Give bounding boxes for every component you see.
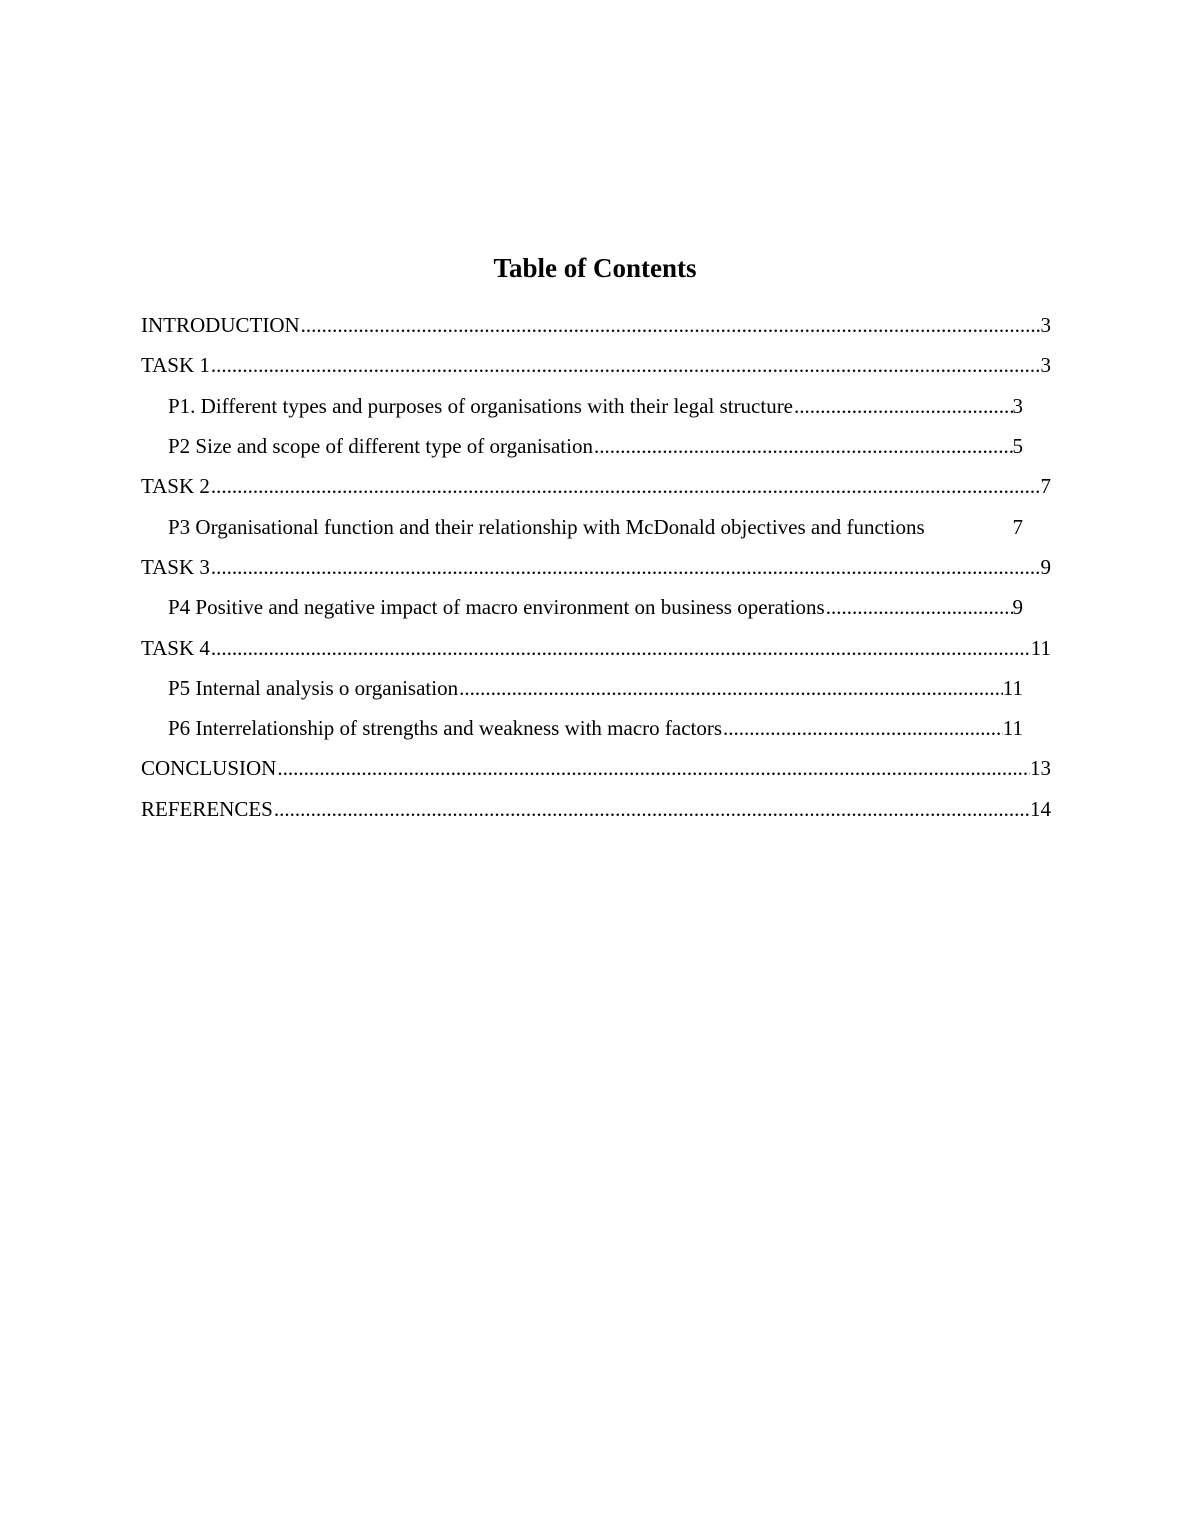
toc-page-number: 7	[1012, 514, 1023, 539]
toc-entry-label: TASK 4	[141, 635, 210, 660]
toc-dot-leader	[594, 433, 1013, 459]
toc-entry-label: P1. Different types and purposes of organisations with their legal structure	[168, 393, 794, 418]
toc-entry-introduction[interactable]	[141, 305, 1051, 345]
toc-entry-task-1[interactable]	[141, 345, 1051, 385]
toc-entry-p6[interactable]	[168, 708, 1023, 748]
toc-list	[0, 305, 1190, 829]
toc-entry-task-3[interactable]	[141, 547, 1051, 587]
toc-dot-leader	[794, 393, 1012, 419]
toc-page-number: 9	[1012, 595, 1023, 620]
toc-page-number: 7	[1040, 474, 1051, 499]
toc-entry-label: P2 Size and scope of different type of organisation	[168, 434, 593, 459]
toc-dot-leader	[274, 796, 1030, 822]
toc-entry-references[interactable]	[141, 789, 1051, 829]
toc-page-number: 3	[1040, 353, 1051, 378]
toc-entry-label: P6 Interrelationship of strengths and weakness with macro factors	[168, 716, 723, 741]
toc-dot-leader	[211, 635, 1031, 661]
toc-entry-label: CONCLUSION	[141, 756, 277, 781]
toc-entry-label: P5 Internal analysis o organisation	[168, 675, 459, 700]
toc-dot-leader	[723, 715, 1003, 741]
page-title: Table of Contents	[493, 253, 697, 283]
toc-page-number: 3	[1040, 313, 1051, 338]
toc-entry-task-4[interactable]	[141, 627, 1051, 667]
toc-page-number: 5	[1012, 434, 1023, 459]
toc-entry-label: P3 Organisational function and their relationship with McDonald objectives and functions	[168, 514, 925, 539]
toc-page-number: 3	[1012, 393, 1023, 418]
toc-entry-p2[interactable]	[168, 426, 1023, 466]
toc-dot-leader	[211, 473, 1041, 499]
toc-page-number: 11	[1030, 635, 1051, 660]
toc-page-number: 9	[1040, 554, 1051, 579]
toc-entry-label: INTRODUCTION	[141, 313, 300, 338]
toc-dot-leader	[277, 755, 1030, 781]
toc-page-number: 14	[1030, 796, 1051, 821]
toc-dot-leader	[459, 675, 1003, 701]
toc-entry-p1[interactable]	[168, 386, 1023, 426]
toc-entry-label: P4 Positive and negative impact of macro environment on business operations	[168, 595, 825, 620]
toc-dot-leader	[211, 554, 1041, 580]
toc-page-number: 11	[1002, 675, 1023, 700]
toc-entry-task-2[interactable]	[141, 466, 1051, 506]
toc-dot-leader	[826, 594, 1013, 620]
toc-entry-label: REFERENCES	[141, 796, 273, 821]
toc-dot-leader	[301, 312, 1041, 338]
toc-dot-leader	[211, 352, 1041, 378]
toc-entry-p3[interactable]	[168, 506, 1023, 546]
toc-entry-p5[interactable]	[168, 668, 1023, 708]
toc-page-number: 13	[1030, 756, 1051, 781]
toc-page-number: 11	[1002, 716, 1023, 741]
toc-entry-conclusion[interactable]	[141, 748, 1051, 788]
toc-entry-label: TASK 3	[141, 554, 210, 579]
toc-entry-p4[interactable]	[168, 587, 1023, 627]
toc-entry-label: TASK 2	[141, 474, 210, 499]
toc-entry-label: TASK 1	[141, 353, 210, 378]
